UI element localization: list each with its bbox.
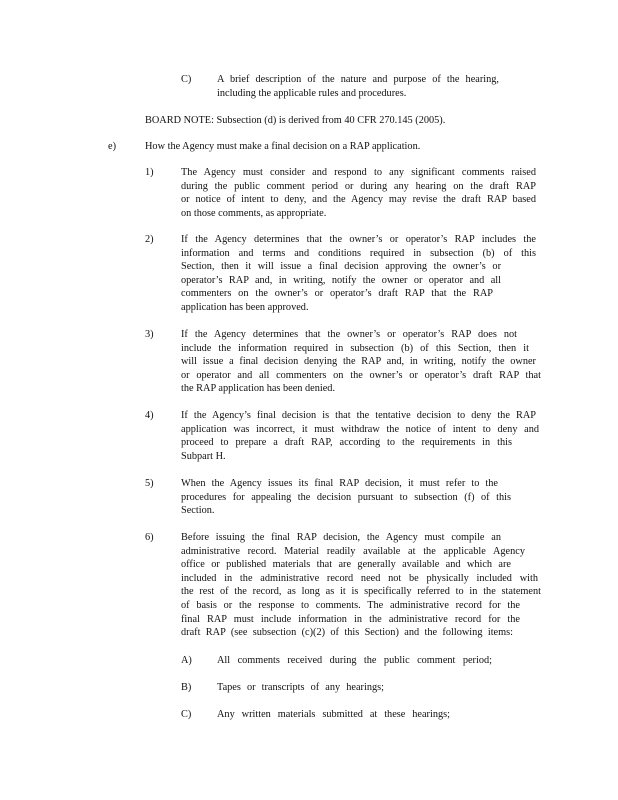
text-line: application has been approved. [181,301,309,313]
text-line: If the Agency determines that the owner’s or operator’s RAP does not [181,329,517,340]
item-4-text [181,409,539,463]
text-line: If the Agency determines that the owner’s or operator’s RAP includes the [181,234,536,245]
item-6-label: 6) [145,532,154,543]
text-line: proceed to prepare a draft RAP, according to the requirements in this [181,437,512,449]
subitem-c-label: C) [181,709,192,720]
text-line: When the Agency issues its final RAP decision, it must refer to the [181,478,498,489]
text-line: draft RAP (see subsection (c)(2) of this Section) and the following items: [181,627,513,639]
text-line: will issue a final decision denying the RAP and, in writing, notify the owner [181,356,536,368]
item-1-label: 1) [145,167,154,178]
text-line: Section. [181,505,215,517]
text-line: If the Agency’s final decision is that the tentative decision to deny the RAP [181,410,536,421]
text-line: Section, then it will issue a final decision approving the owner’s or [181,261,501,273]
text-line: or operator and all commenters on the owner’s or operator’s draft RAP that [181,369,541,381]
text-line: during the public comment period or during any hearing on the draft RAP [181,180,536,192]
item-2-label: 2) [145,234,154,245]
text-line: or notice of intent to deny, and the Agency may revise the draft RAP based [181,194,536,206]
text-line: final RAP must include information in the administrative record for the [181,613,520,625]
text-line: including the applicable rules and procedures. [217,87,407,99]
top-item-text [217,73,499,100]
text-line: procedures for appealing the decision pursuant to subsection (f) of this [181,491,511,503]
board-note: BOARD NOTE: Subsection (d) is derived from 40 CFR 270.145 (2005). [145,115,446,126]
text-line: include the information required in subsection (b) of this Section, then it [181,342,529,354]
section-e-heading: How the Agency must make a final decision on a RAP application. [145,141,421,152]
item-2-text [181,233,536,315]
text-line: the rest of the record, as long as it is specifically referred to in the statement [181,586,541,598]
subitem-a-text: All comments received during the public comment period; [217,655,492,666]
text-line: on those comments, as appropriate. [181,207,327,219]
text-line: operator’s RAP and, in writing, notify the owner or operator and all [181,274,501,286]
subitem-b-text: Tapes or transcripts of any hearings; [217,682,384,693]
text-line: Before issuing the final RAP decision, the Agency must compile an [181,532,501,543]
text-line: Subpart H. [181,450,226,462]
text-line: office or published materials that are generally available and which are [181,559,511,571]
text-line: commenters on the owner’s or operator’s draft RAP that the RAP [181,288,493,300]
top-item-label: C) [181,74,192,85]
text-line: information and terms and conditions required in subsection (b) of this [181,247,536,259]
text-line: application was incorrect, it must withdraw the notice of intent to deny and [181,423,539,435]
item-5-text [181,477,511,518]
subitem-a-label: A) [181,655,192,666]
item-4-label: 4) [145,410,154,421]
text-line: The Agency must consider and respond to any significant comments raised [181,167,536,178]
subitem-c-text: Any written materials submitted at these hearings; [217,709,450,720]
item-5-label: 5) [145,478,154,489]
text-line: the RAP application has been denied. [181,383,336,395]
item-3-text [181,328,541,396]
item-3-label: 3) [145,329,154,340]
text-line: administrative record. Material readily available at the applicable Agency [181,545,525,557]
item-1-text [181,166,536,220]
section-e-label: e) [108,141,116,152]
text-line: included in the administrative record need not be physically included with [181,572,538,584]
subitem-b-label: B) [181,682,192,693]
text-line: of basis or the response to comments. The administrative record for the [181,599,520,611]
text-line: A brief description of the nature and purpose of the hearing, [217,74,499,85]
item-6-text [181,531,541,640]
